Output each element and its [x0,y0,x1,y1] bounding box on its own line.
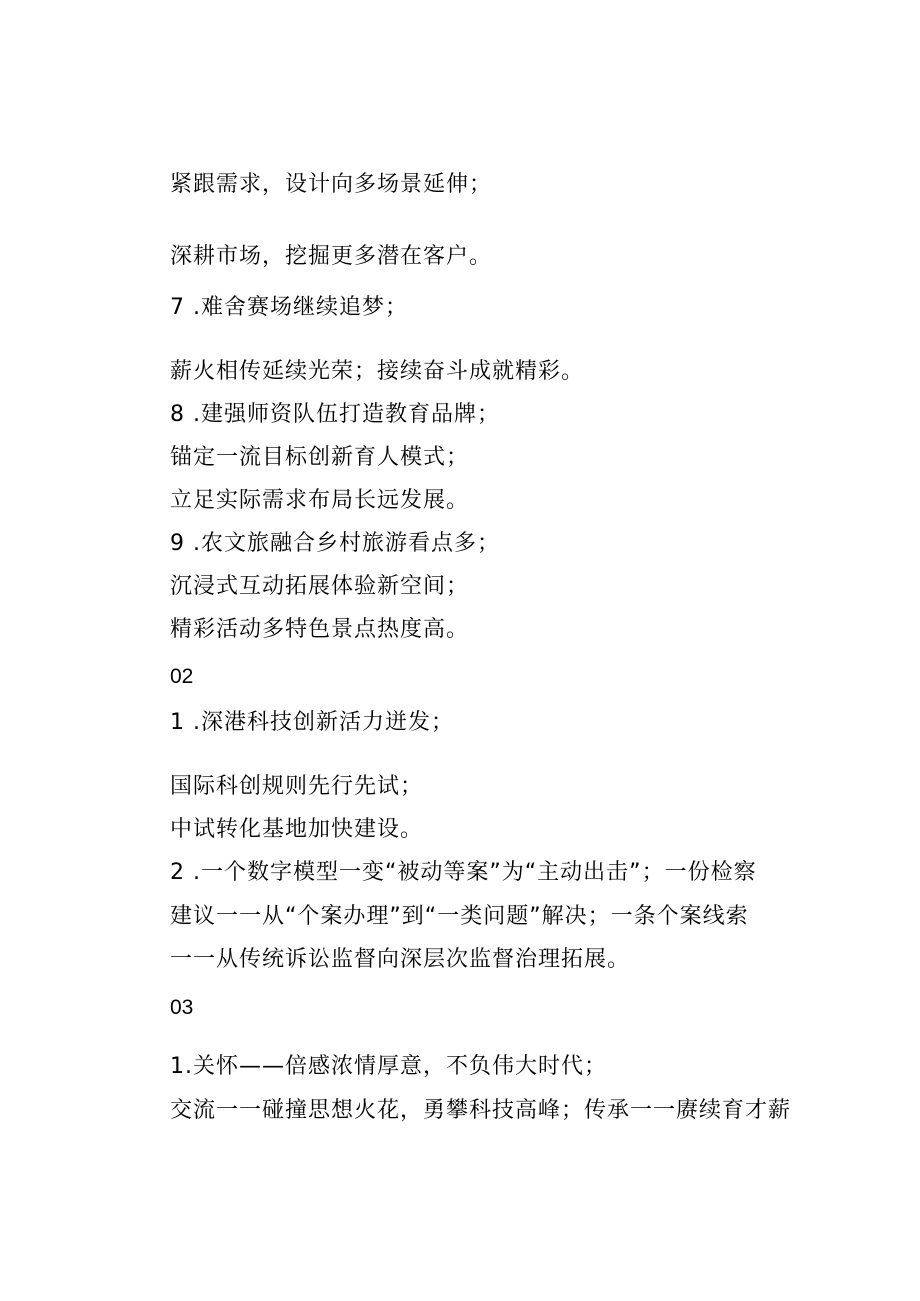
list-item-7: 7 .难舍赛场继续追梦； [170,295,408,320]
text-line: 一一从传统诉讼监督向深层次监督治理拓展。 [170,947,631,972]
list-item-8: 8 .建强师资队伍打造教育品牌； [170,402,500,427]
text-line: 深耕市场，挖掘更多潜在客户。 [170,244,493,269]
text-line: 薪火相传延续光荣；接续奋斗成就精彩。 [170,359,585,384]
section-heading-02: 02 [170,665,194,688]
text-line: 国际科创规则先行先试； [170,774,424,799]
list-item-2: 2 .一个数字模型一变“被动等案”为“主动出击”；一份检察 [170,860,757,885]
section-heading-03: 03 [170,996,194,1019]
text-line: 交流一一碰撞思想火花，勇攀科技高峰；传承一一赓续育才薪 [170,1098,792,1123]
text-line: 精彩活动多特色景点热度高。 [170,617,470,642]
list-item-1: 1 .深港科技创新活力迸发； [170,710,454,735]
text-line: 建议一一从“个案办理”到“一类问题”解决；一条个案线索 [170,904,749,929]
text-line: 立足实际需求布局长远发展。 [170,488,470,513]
list-item-9: 9 .农文旅融合乡村旅游看点多； [170,531,500,556]
text-line: 紧跟需求，设计向多场景延伸； [170,172,493,197]
list-item-1: 1.关怀——倍感浓情厚意，不负伟大时代； [170,1054,607,1079]
text-line: 锚定一流目标创新育人模式； [170,445,470,470]
text-line: 沉浸式互动拓展体验新空间； [170,574,470,599]
text-line: 中试转化基地加快建设。 [170,817,424,842]
